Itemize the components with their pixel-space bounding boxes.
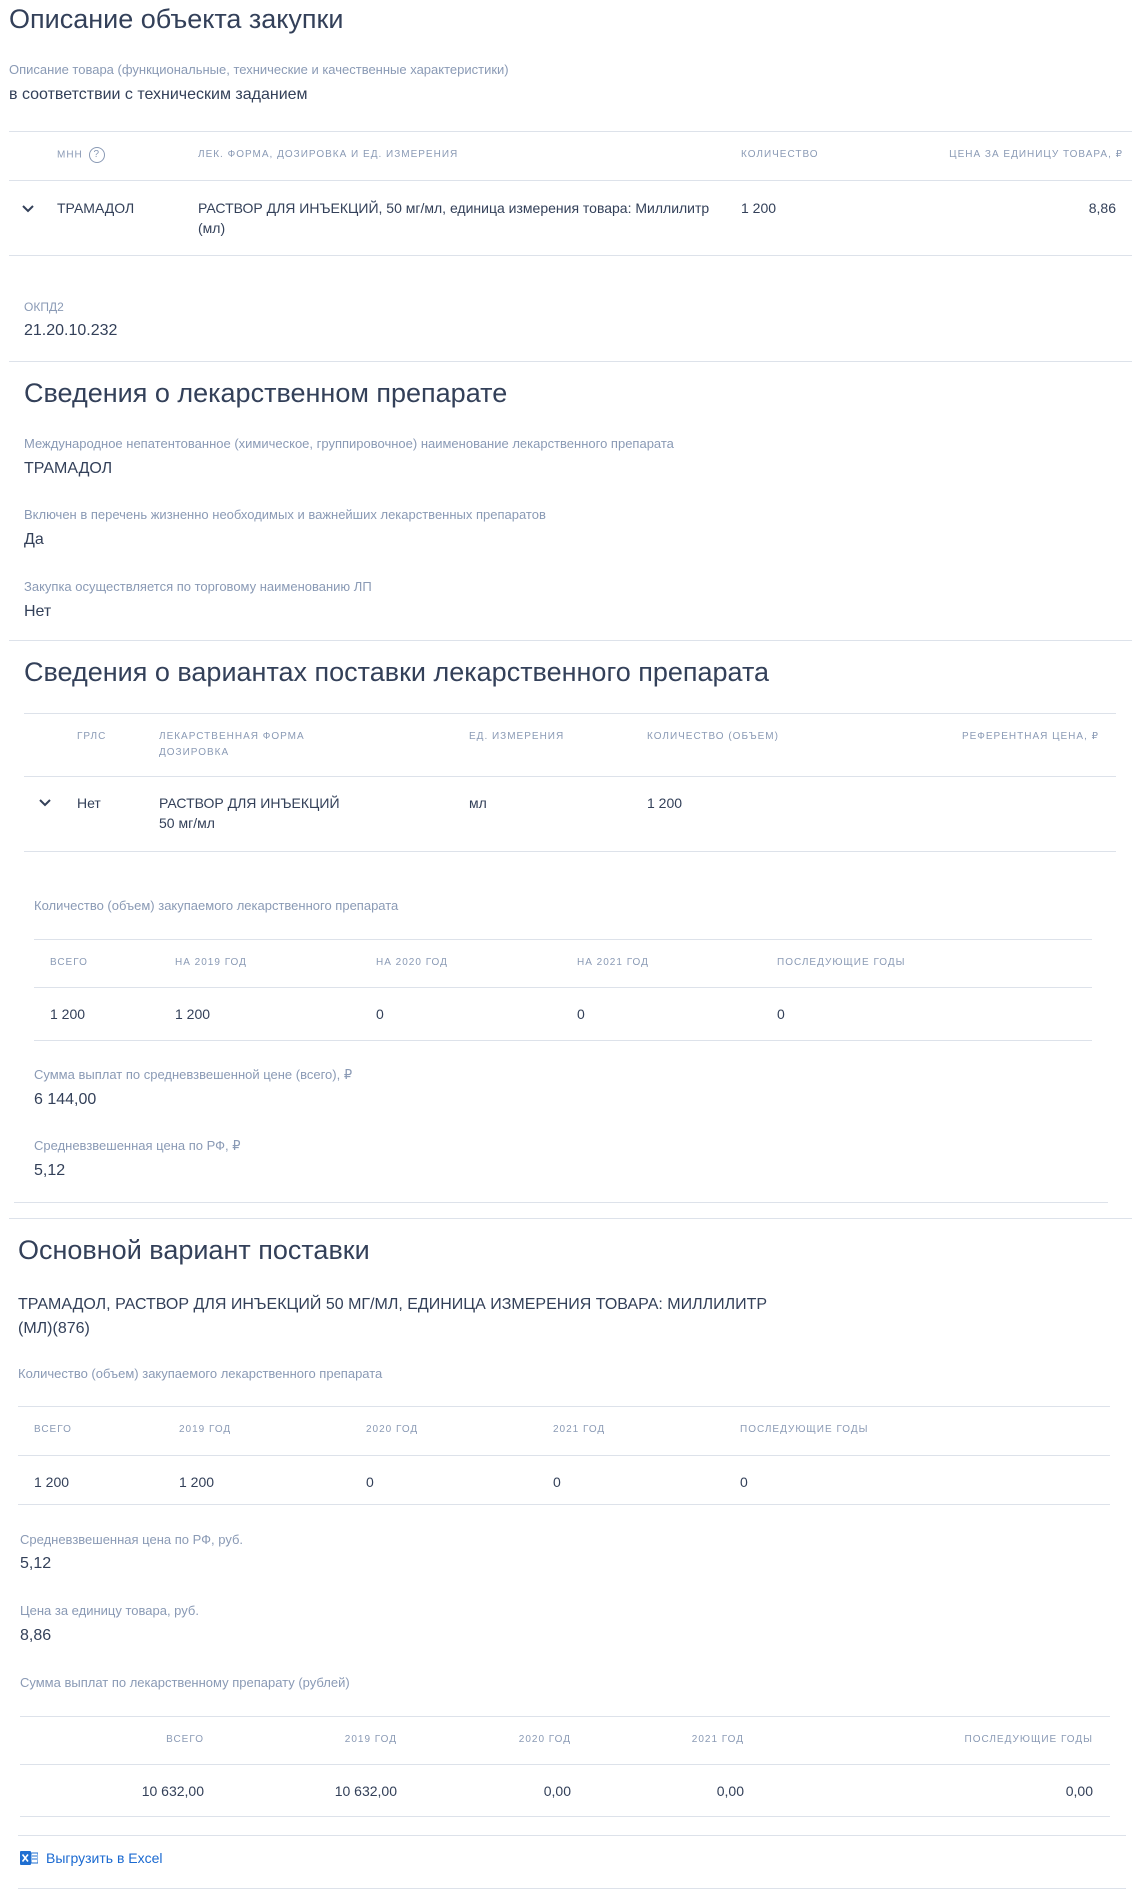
drug-mnn: ТРАМАДОЛ xyxy=(57,200,135,216)
sum-label: Сумма выплат по средневзвешенной цене (всего), ₽ xyxy=(34,1067,353,1082)
form-header: ЛЕК. ФОРМА, ДОЗИРОВКА И ЕД. ИЗМЕРЕНИЯ xyxy=(198,149,459,160)
chevron-down-icon[interactable] xyxy=(21,202,35,216)
chevron-down-icon[interactable] xyxy=(38,796,52,810)
drug-form: РАСТВОР ДЛЯ ИНЪЕКЦИЙ, 50 мг/мл, единица измерения товара: Миллилитр (мл) xyxy=(198,200,710,236)
divider xyxy=(24,851,1116,852)
export-excel-label: Выгрузить в Excel xyxy=(46,1850,163,1866)
qty-col-header: ВСЕГО xyxy=(34,1424,72,1435)
divider xyxy=(34,939,1092,940)
qty-cell: 1 200 xyxy=(175,1006,211,1022)
variants-title: Сведения о вариантах поставки лекарственного препарата xyxy=(24,657,770,687)
drug-qty: 1 200 xyxy=(741,200,777,216)
pay-col-header: 2019 ГОД xyxy=(344,1734,397,1745)
divider xyxy=(14,1202,1108,1203)
main-variant-name: ТРАМАДОЛ, РАСТВОР ДЛЯ ИНЪЕКЦИЙ 50 МГ/МЛ, ЕДИНИЦА ИЗМЕРЕНИЯ ТОВАРА: МИЛЛИЛИТР (МЛ)(876) xyxy=(18,1296,768,1337)
divider xyxy=(9,361,1132,362)
divider xyxy=(9,131,1132,132)
pay-cell: 10 632,00 xyxy=(141,1783,204,1799)
pay-cell: 0,00 xyxy=(1065,1783,1093,1799)
divider xyxy=(24,776,1116,777)
qty-cell: 0 xyxy=(376,1006,384,1022)
variant-grls: Нет xyxy=(77,795,101,811)
divider xyxy=(34,1040,1092,1041)
qty-col-header: ПОСЛЕДУЮЩИЕ ГОДЫ xyxy=(740,1424,869,1435)
variant-unit: мл xyxy=(469,795,487,811)
qty-cell: 0 xyxy=(740,1474,748,1490)
payments-label: Сумма выплат по лекарственному препарату (рублей) xyxy=(20,1675,350,1690)
divider xyxy=(18,1504,1110,1505)
qty-cell: 0 xyxy=(553,1474,561,1490)
divider xyxy=(20,1716,1110,1717)
main-avg-label: Средневзвешенная цена по РФ, руб. xyxy=(20,1532,244,1547)
pay-col-header: ПОСЛЕДУЮЩИЕ ГОДЫ xyxy=(964,1734,1093,1745)
vital-value: Да xyxy=(24,531,44,548)
help-icon[interactable]: ? xyxy=(89,147,105,163)
qty-col-header: НА 2019 ГОД xyxy=(175,957,247,968)
form-header: ЛЕКАРСТВЕННАЯ ФОРМА ДОЗИРОВКА xyxy=(159,731,305,758)
pay-col-header: 2020 ГОД xyxy=(518,1734,571,1745)
pay-cell: 10 632,00 xyxy=(334,1783,397,1799)
price-header: ЦЕНА ЗА ЕДИНИЦУ ТОВАРА, ₽ xyxy=(949,149,1123,160)
mnn-label: Международное непатентованное (химическое, группировочное) наименование лекарственного препарата xyxy=(24,436,674,451)
qty-col-header: 2019 ГОД xyxy=(179,1424,232,1435)
description-value: в соответствии с техническим заданием xyxy=(9,86,308,103)
qty-cell: 0 xyxy=(577,1006,585,1022)
description-label: Описание товара (функциональные, технические и качественные характеристики) xyxy=(9,62,509,77)
page-title: Описание объекта закупки xyxy=(9,4,344,34)
unit-header: ЕД. ИЗМЕРЕНИЯ xyxy=(469,731,565,742)
qty-header: КОЛИЧЕСТВО (ОБЪЕМ) xyxy=(647,731,779,742)
unit-price-value: 8,86 xyxy=(20,1627,52,1644)
variant-form: РАСТВОР ДЛЯ ИНЪЕКЦИЙ 50 мг/мл xyxy=(159,795,340,831)
qty-cell: 1 200 xyxy=(50,1006,86,1022)
main-qty-label: Количество (объем) закупаемого лекарственного препарата xyxy=(18,1366,383,1381)
qty-col-header: ВСЕГО xyxy=(50,957,88,968)
divider xyxy=(18,1455,1110,1456)
qty-col-header: 2020 ГОД xyxy=(366,1424,419,1435)
qty-col-header: ПОСЛЕДУЮЩИЕ ГОДЫ xyxy=(777,957,906,968)
drug-info-title: Сведения о лекарственном препарате xyxy=(24,378,508,408)
main-variant-title: Основной вариант поставки xyxy=(18,1235,370,1265)
divider xyxy=(9,640,1132,641)
qty-cell: 0 xyxy=(366,1474,374,1490)
pay-cell: 0,00 xyxy=(543,1783,571,1799)
qty-cell: 0 xyxy=(777,1006,785,1022)
okpd-value: 21.20.10.232 xyxy=(24,322,118,339)
sum-value: 6 144,00 xyxy=(34,1091,97,1108)
unit-price-label: Цена за единицу товара, руб. xyxy=(20,1603,199,1618)
divider xyxy=(18,1835,1126,1836)
grls-header: ГРЛС xyxy=(77,731,107,742)
divider xyxy=(9,255,1132,256)
divider xyxy=(9,1218,1132,1219)
variant-qty-label: Количество (объем) закупаемого лекарственного препарата xyxy=(34,898,399,913)
trade-label: Закупка осуществляется по торговому наименованию ЛП xyxy=(24,579,372,594)
qty-cell: 1 200 xyxy=(34,1474,70,1490)
variant-qty: 1 200 xyxy=(647,795,683,811)
drug-price: 8,86 xyxy=(1088,200,1116,216)
divider xyxy=(9,180,1132,181)
pay-col-header: ВСЕГО xyxy=(166,1734,204,1745)
divider xyxy=(24,713,1116,714)
divider xyxy=(20,1764,1110,1765)
qty-col-header: НА 2021 ГОД xyxy=(577,957,649,968)
divider xyxy=(20,1816,1110,1817)
avg-value: 5,12 xyxy=(34,1162,66,1179)
mnn-header: МНН ? xyxy=(57,147,105,164)
vital-label: Включен в перечень жизненно необходимых и важнейших лекарственных препаратов xyxy=(24,507,546,522)
pay-col-header: 2021 ГОД xyxy=(691,1734,744,1745)
divider xyxy=(18,1888,1126,1889)
excel-icon xyxy=(20,1850,38,1866)
avg-label: Средневзвешенная цена по РФ, ₽ xyxy=(34,1138,241,1153)
main-avg-value: 5,12 xyxy=(20,1555,52,1572)
export-excel-link[interactable] xyxy=(20,1850,163,1866)
ref-price-header: РЕФЕРЕНТНАЯ ЦЕНА, ₽ xyxy=(961,731,1099,742)
divider xyxy=(34,987,1092,988)
qty-header: КОЛИЧЕСТВО xyxy=(741,149,819,160)
pay-cell: 0,00 xyxy=(716,1783,744,1799)
divider xyxy=(18,1406,1110,1407)
qty-col-header: 2021 ГОД xyxy=(553,1424,606,1435)
trade-value: Нет xyxy=(24,603,52,620)
mnn-value: ТРАМАДОЛ xyxy=(24,460,113,477)
okpd-label: ОКПД2 xyxy=(24,300,64,314)
qty-cell: 1 200 xyxy=(179,1474,215,1490)
qty-col-header: НА 2020 ГОД xyxy=(376,957,448,968)
